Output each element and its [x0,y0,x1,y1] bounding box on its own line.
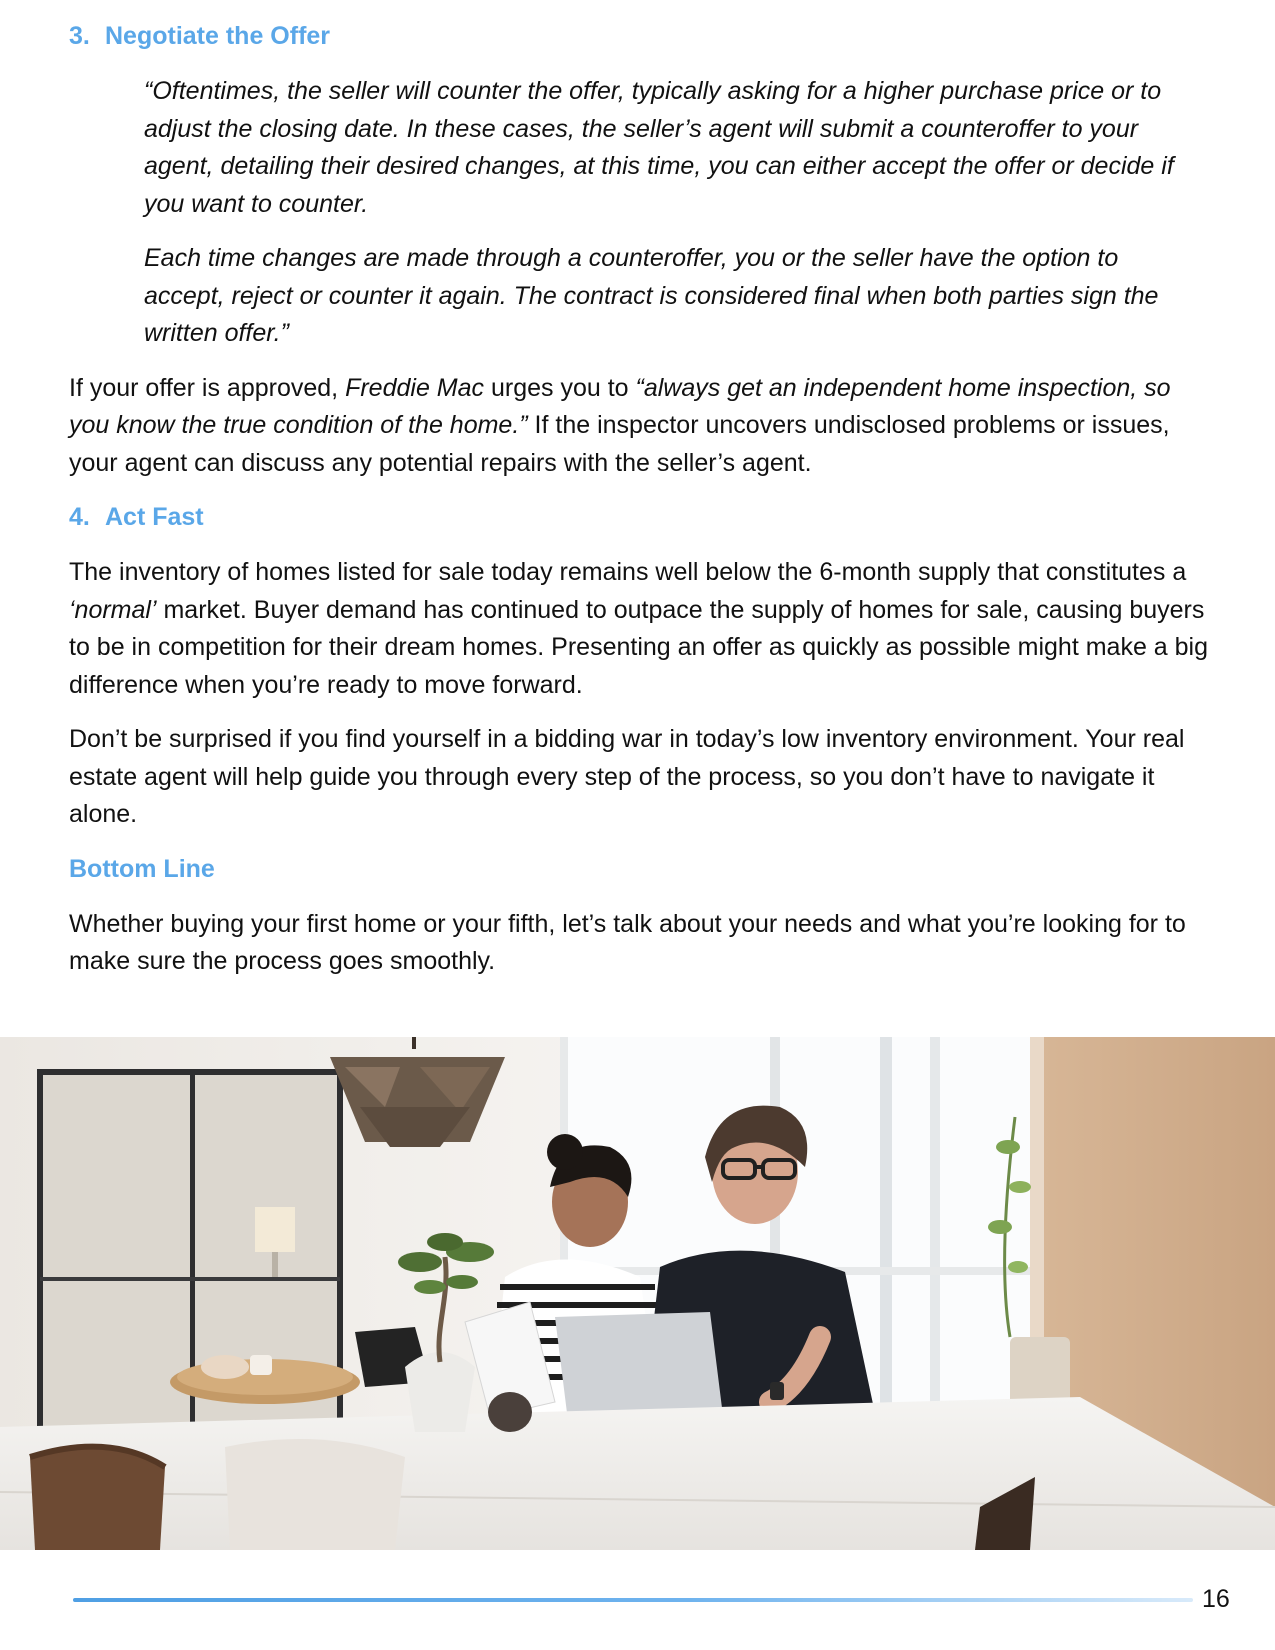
text-run: market. Buyer demand has continued to outpace the supply of homes for sale, causing buyers to be in competition for their dream homes. Presenting an offer as quickly as possible might make a big difference when you’re ready to move forward. [69,595,1209,699]
page-content [69,18,1209,998]
bottom-line-heading: Bottom Line [69,854,215,883]
text-run: urges you to [484,373,636,402]
section-4-number: 4. [69,503,90,531]
section-4-title: Act Fast [105,503,204,531]
section-3-number: 3. [69,22,90,50]
section-4-heading [69,499,1209,535]
text-run: The inventory of homes listed for sale today remains well below the 6-month supply that constitutes a [69,558,1187,586]
kitchen-table-photo [0,1037,1275,1550]
text-run: If your offer is approved, [69,373,346,402]
quote-paragraph-2: Each time changes are made through a counteroffer, you or the seller have the option to accept, reject or counter it again. The contract is considered final when both parties sign the written offer.” [144,244,1159,347]
bottom-line-paragraph: Whether buying your first home or your fifth, let’s talk about your needs and what you’re looking for to make sure the process goes smoothly. [69,909,1186,975]
footer-divider [73,1598,1193,1602]
approved-offer-paragraph [69,370,1209,483]
text-run: If the inspector uncovers undisclosed problems or issues, your agent can discuss any potential repairs with the seller’s agent. [69,411,1170,477]
inline-quote: “always get an independent home inspection, so you know the true condition of the home.” [69,373,1171,439]
inventory-paragraph [69,554,1209,704]
section-3-title: Negotiate the Offer [105,22,331,50]
emphasis: ‘normal’ [69,595,157,624]
quote-paragraph-1: “Oftentimes, the seller will counter the offer, typically asking for a higher purchase price or to adjust the closing date. In these cases, the seller’s agent will submit a counteroffer to your agent, detailing their desired changes, at this time, you can either accept the offer or decide if you want to counter. [144,77,1174,218]
source-name: Freddie Mac [345,373,485,402]
page-number: 16 [1202,1585,1230,1613]
bidding-war-paragraph: Don’t be surprised if you find yourself in a bidding war in today’s low inventory environment. Your real estate agent will help guide you through every step of the process, so you don’t have to navigate it alone. [69,725,1185,828]
section-3-heading [69,18,1209,54]
